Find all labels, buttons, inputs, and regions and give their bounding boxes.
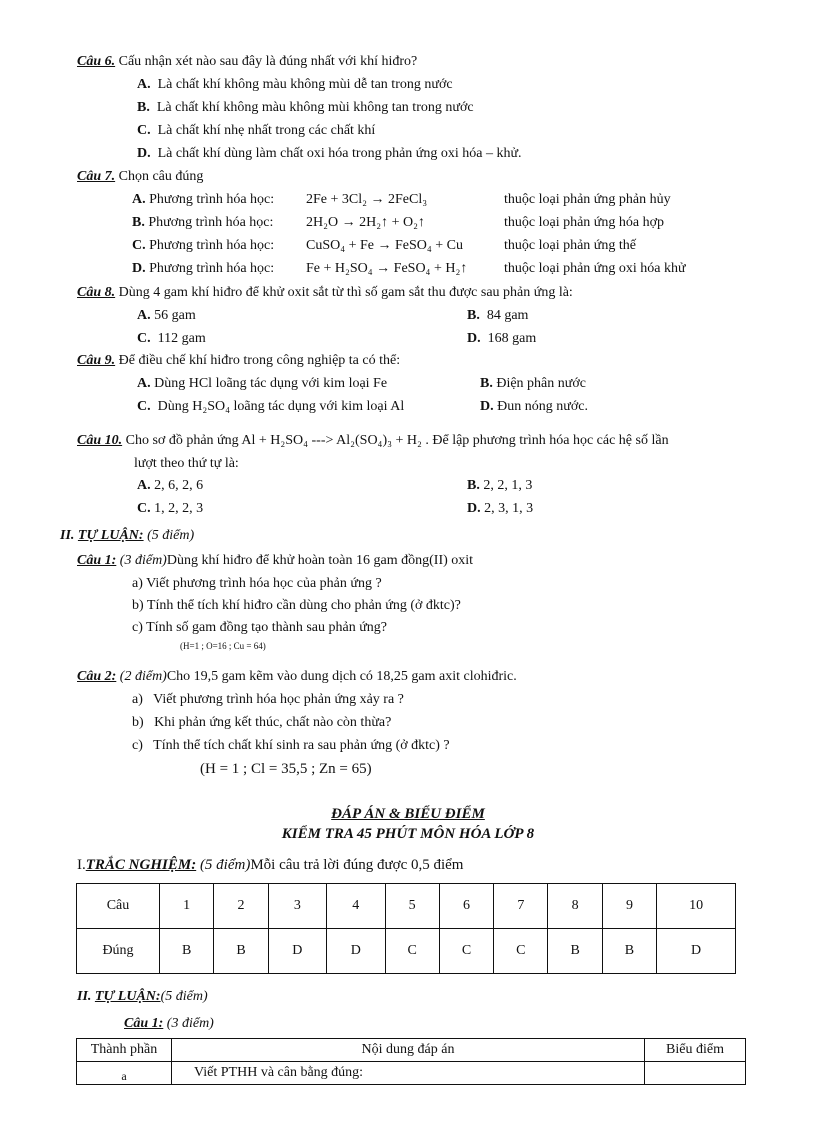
answer-essay-table xyxy=(76,1038,746,1085)
answer-table-header-dung: Đúng xyxy=(77,929,160,974)
essay-q2-atomic-masses: (H = 1 ; Cl = 35,5 ; Zn = 65) xyxy=(200,761,372,777)
q7-option-c: C. Phương trình hóa học: xyxy=(132,238,275,253)
answer-question-number: 8 xyxy=(548,884,602,929)
question-10-text: Cho sơ đồ phản ứng Al + H₂SO₄ ---> Al₂(SO₄)₃ + H₂ . Để lập phương trình hóa học các hệ số lần xyxy=(125,433,669,448)
answer-table-row-correct xyxy=(77,929,736,974)
answer-essay-table-header xyxy=(77,1039,746,1062)
answer-question-number: 6 xyxy=(439,884,493,929)
question-8-text: Dùng 4 gam khí hiđro để khử oxit sắt từ thì số gam sắt thu được sau phản ứng là: xyxy=(118,285,573,300)
answer-correct-letter: B xyxy=(548,929,602,974)
answer-question-number: 3 xyxy=(268,884,326,929)
row-content: Viết PTHH và cân bằng đúng: xyxy=(172,1062,645,1085)
question-10-label: Câu 10. xyxy=(77,433,123,448)
q6-option-b: B. Là chất khí không màu không mùi không tan trong nước xyxy=(137,100,474,115)
answer-key-title: ĐÁP ÁN & BIỂU ĐIỂM xyxy=(331,806,485,822)
essay-q1-item-b: b) Tính thể tích khí hiđro cần dùng cho phản ứng (ở đktc)? xyxy=(132,598,461,613)
question-6-label: Câu 6. xyxy=(77,54,116,69)
answer-question-number: 10 xyxy=(657,884,736,929)
answer-mc-heading: I.TRẮC NGHIỆM: (5 điểm)Mỗi câu trả lời đúng được 0,5 điểm xyxy=(77,857,464,873)
question-9-label: Câu 9. xyxy=(77,353,116,368)
q7-option-d-type: thuộc loại phản ứng oxi hóa khử xyxy=(504,261,686,276)
essay-q2-item-b: b) Khi phản ứng kết thúc, chất nào còn thừa? xyxy=(132,715,392,730)
answer-correct-letter: D xyxy=(657,929,736,974)
answer-correct-letter: B xyxy=(602,929,656,974)
answer-question-number: 9 xyxy=(602,884,656,929)
q6-option-c: C. Là chất khí nhẹ nhất trong các chất khí xyxy=(137,123,376,138)
header-thanh-phan: Thành phần xyxy=(77,1039,172,1062)
essay-heading: II. TỰ LUẬN: (5 điểm) xyxy=(60,528,195,543)
answer-correct-letter: C xyxy=(385,929,439,974)
answer-question-number: 5 xyxy=(385,884,439,929)
question-9 xyxy=(77,352,400,370)
answer-correct-letter: B xyxy=(214,929,268,974)
q8-option-a: A. 56 gam xyxy=(137,308,196,323)
answer-key-subtitle: KIỂM TRA 45 PHÚT MÔN HÓA LỚP 8 xyxy=(281,826,535,842)
essay-q2-item-c: c) Tính thể tích chất khí sinh ra sau phản ứng (ở đktc) ? xyxy=(132,738,450,753)
answer-question-number: 2 xyxy=(214,884,268,929)
q8-option-c: C. 112 gam xyxy=(137,331,206,346)
q7-option-d: D. Phương trình hóa học: xyxy=(132,261,275,276)
q7-option-a-type: thuộc loại phản ứng phản hủy xyxy=(504,192,671,207)
q9-option-d: D. Đun nóng nước. xyxy=(480,399,588,414)
answer-correct-letter: C xyxy=(494,929,548,974)
question-7 xyxy=(77,168,203,186)
answer-question-number: 7 xyxy=(494,884,548,929)
q7-option-a: A. Phương trình hóa học: xyxy=(132,192,275,207)
q9-option-c: C. Dùng H₂SO₄ loãng tác dụng với kim loại Al xyxy=(137,399,405,414)
answer-question-number: 1 xyxy=(160,884,214,929)
essay-q2-item-a: a) Viết phương trình hóa học phản ứng xảy ra ? xyxy=(132,692,404,707)
question-6 xyxy=(77,53,417,71)
answer-correct-letter: D xyxy=(327,929,385,974)
q10-option-a: A. 2, 6, 2, 6 xyxy=(137,478,204,493)
q9-option-a: A. Dùng HCl loãng tác dụng với kim loại Fe xyxy=(137,376,388,391)
answer-correct-letter: B xyxy=(160,929,214,974)
q7-option-b-type: thuộc loại phản ứng hóa hợp xyxy=(504,215,665,230)
q6-option-a: A. Là chất khí không màu không mùi dễ tan trong nước xyxy=(137,77,453,92)
question-6-text: Cấu nhận xét nào sau đây là đúng nhất với khí hiđro? xyxy=(118,54,418,69)
essay-question-2: Câu 2: (2 điểm)Cho 19,5 gam kẽm vào dung dịch có 18,25 gam axit clohiđric. xyxy=(77,669,517,684)
q10-option-d: D. 2, 3, 1, 3 xyxy=(467,501,534,516)
q7-option-c-equation: CuSO₄ + Fe → FeSO₄ + Cu xyxy=(306,238,464,253)
q10-option-c: C. 1, 2, 2, 3 xyxy=(137,501,204,516)
q7-option-a-equation: 2Fe + 3Cl₂ → 2FeCl₃ xyxy=(306,192,428,207)
essay-q1-atomic-masses: (H=1 ; O=16 ; Cu = 64) xyxy=(180,641,266,651)
q10-option-b: B. 2, 2, 1, 3 xyxy=(467,478,533,493)
header-noi-dung: Nội dung đáp án xyxy=(172,1039,645,1062)
answer-essay-q1-heading: Câu 1: (3 điểm) xyxy=(124,1016,214,1031)
answer-correct-letter: C xyxy=(439,929,493,974)
essay-q1-item-a: a) Viết phương trình hóa học của phản ứng ? xyxy=(132,576,382,591)
q8-option-d: D. 168 gam xyxy=(467,331,537,346)
question-7-text: Chọn câu đúng xyxy=(118,169,204,184)
question-8-label: Câu 8. xyxy=(77,285,116,300)
q8-option-b: B. 84 gam xyxy=(467,308,529,323)
q7-option-b-equation: 2H₂O → 2H₂↑ + O₂↑ xyxy=(306,215,425,230)
question-9-text: Để điều chế khí hiđro trong công nghiệp ta có thể: xyxy=(118,353,401,368)
row-score xyxy=(645,1062,746,1085)
question-7-label: Câu 7. xyxy=(77,169,116,184)
question-10 xyxy=(77,432,669,450)
answer-table-header-cau: Câu xyxy=(77,884,160,929)
answer-essay-heading: II. TỰ LUẬN:(5 điểm) xyxy=(77,989,208,1004)
essay-question-1: Câu 1: (3 điểm)Dùng khí hiđro để khử hoàn toàn 16 gam đồng(II) oxit xyxy=(77,553,474,568)
question-10-text-cont: lượt theo thứ tự là: xyxy=(134,456,239,471)
essay-heading-points: (5 điểm) xyxy=(147,528,195,543)
q7-option-b: B. Phương trình hóa học: xyxy=(132,215,274,230)
question-8 xyxy=(77,284,573,302)
answer-essay-table-row xyxy=(77,1062,746,1085)
q7-option-d-equation: Fe + H₂SO₄ → FeSO₄ + H₂↑ xyxy=(306,261,468,276)
essay-heading-title: TỰ LUẬN: xyxy=(77,528,144,543)
answer-table-row-questions xyxy=(77,884,736,929)
q6-option-d: D. Là chất khí dùng làm chất oxi hóa trong phản ứng oxi hóa – khử. xyxy=(137,146,522,161)
essay-q1-item-c: c) Tính số gam đồng tạo thành sau phản ứng? xyxy=(132,620,388,635)
q9-option-b: B. Điện phân nước xyxy=(480,376,586,391)
answer-table xyxy=(76,883,736,974)
q7-option-c-type: thuộc loại phản ứng thế xyxy=(504,238,637,253)
header-bieu-diem: Biểu điểm xyxy=(645,1039,746,1062)
row-part: a xyxy=(77,1062,172,1085)
answer-correct-letter: D xyxy=(268,929,326,974)
answer-question-number: 4 xyxy=(327,884,385,929)
